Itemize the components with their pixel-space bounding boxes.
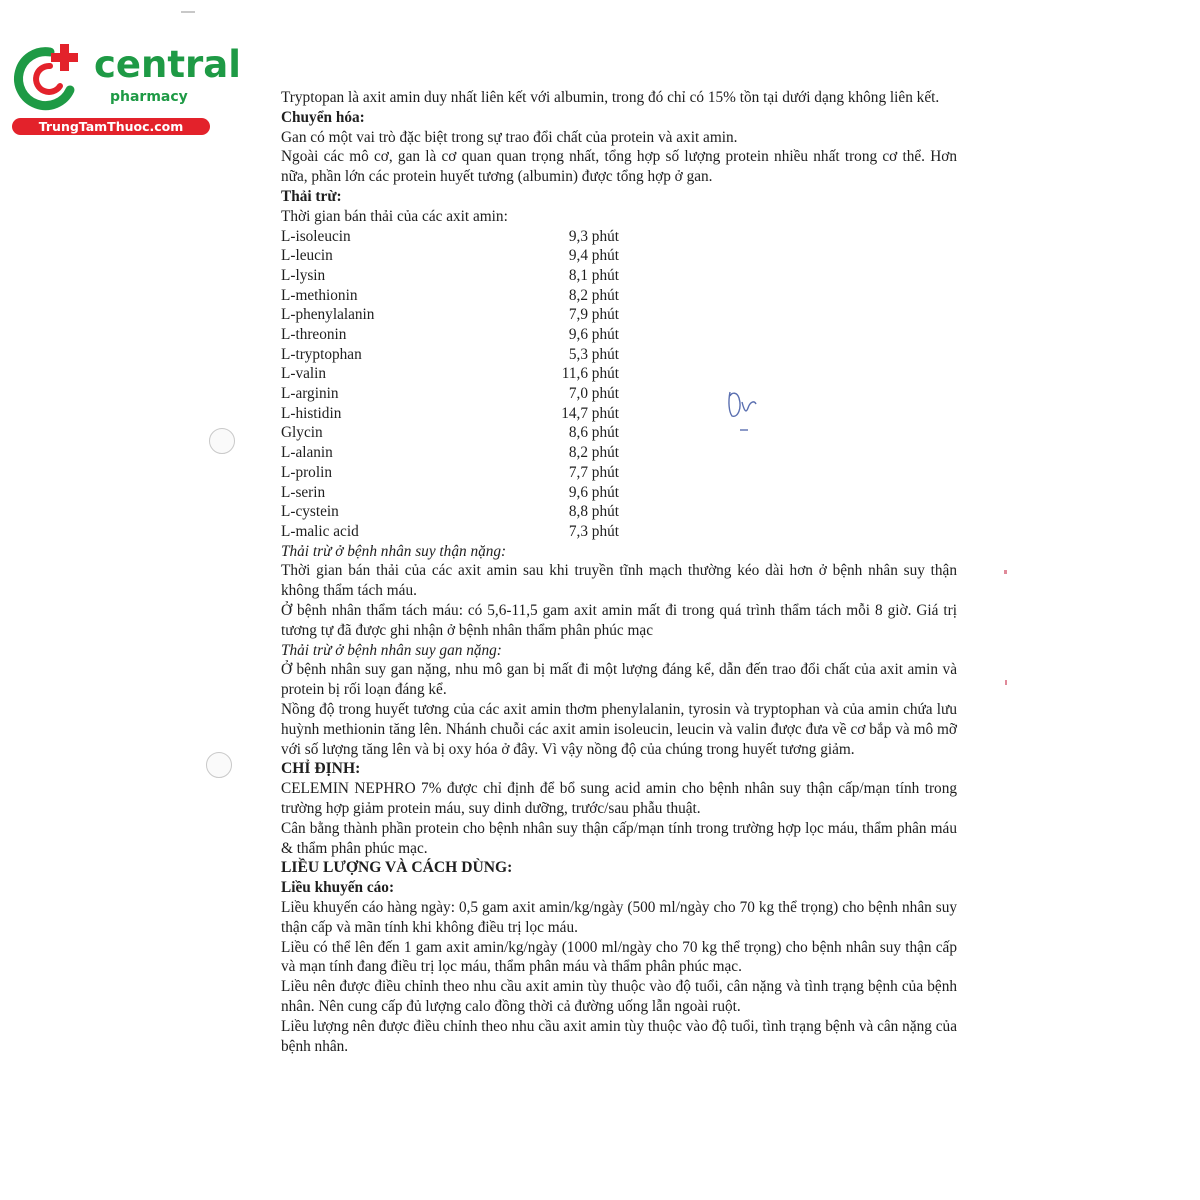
heading-thai-tru: Thải trừ:	[281, 187, 342, 205]
amino-acid-name: L-threonin	[281, 326, 347, 344]
table-row	[281, 266, 957, 286]
paragraph-lieu-3: Liều nên được điều chỉnh theo nhu cầu axit amin tùy thuộc vào độ tuổi, cân nặng và tình trạng bệnh của bệnh nhân. Nên cung cấp đủ lượng calo đồng thời cả đường uống lẫn ngoài ruột.	[281, 978, 957, 1015]
paragraph-suy-than-1: Thời gian bán thải của các axit amin sau khi truyền tĩnh mạch thường kéo dài hơn ở bệnh nhân suy thận không thẩm tách máu.	[281, 562, 957, 600]
heading-chuyen-hoa: Chuyển hóa:	[281, 108, 365, 126]
table-row	[281, 522, 957, 542]
amino-acid-name: L-isoleucin	[281, 227, 351, 245]
paragraph-suy-than-2: Ở bệnh nhân thẩm tách máu: có 5,6-11,5 gam axit amin mất đi trong quá trình thẩm tách mỗi 8 giờ. Giá trị tương tự đã được ghi nhận ở bệnh nhân thẩm phân phúc mạc	[281, 601, 957, 639]
scan-speck	[1004, 570, 1007, 574]
table-row	[281, 483, 957, 503]
scan-speck	[1005, 680, 1007, 685]
paragraph-suy-gan-2: Nồng độ trong huyết tương của các axit amin thơm phenylalanin, tyrosin và tryptophan và của amin chứa lưu huỳnh methionin tăng lên. Nhánh chuỗi các axit amin isoleucin, leucin và valin được đưa về cơ bắp và mô mỡ với số lượng tăng lên và bị oxy hóa ở đây. Vì vậy nồng độ của chúng trong huyết tương giảm.	[281, 700, 957, 758]
amino-acid-name: L-phenylalanin	[281, 306, 375, 324]
amino-acid-name: L-serin	[281, 483, 326, 501]
table-row	[281, 404, 957, 424]
paragraph-lieu-2: Liều có thể lên đến 1 gam axit amin/kg/ngày (1000 ml/ngày cho 70 kg thể trọng) cho bệnh nhân suy thận cấp và mạn tính đang điều trị lọc máu, thẩm phân máu và thẩm phân phúc mạc.	[281, 938, 957, 976]
heading-suy-gan: Thải trừ ở bệnh nhân suy gan nặng:	[281, 641, 502, 659]
table-row	[281, 463, 957, 483]
half-life-value: 8,1 phút	[568, 266, 619, 284]
half-life-value: 8,2 phút	[568, 286, 619, 304]
paragraph-lieu-4: Liều lượng nên được điều chỉnh theo nhu cầu axit amin tùy thuộc vào độ tuổi, tình trạng bệnh và cân nặng của bệnh nhân.	[281, 1017, 957, 1055]
amino-acid-name: L-cystein	[281, 503, 339, 521]
half-life-value: 7,9 phút	[568, 306, 619, 324]
half-life-value: 11,6 phút	[561, 365, 619, 383]
table-row	[281, 227, 957, 247]
half-life-value: 5,3 phút	[568, 345, 619, 363]
amino-acid-name: L-alanin	[281, 444, 333, 462]
half-life-value: 7,3 phút	[568, 522, 619, 540]
logo-wordmark: central	[94, 43, 241, 86]
central-pharmacy-logo	[10, 38, 241, 138]
amino-acid-name: L-prolin	[281, 463, 332, 481]
paragraph-chi-dinh-2: Cân bằng thành phần protein cho bệnh nhân suy thận cấp/mạn tính trong trường hợp lọc máu, thẩm phân máu & thẩm phân phúc mạc.	[281, 819, 957, 857]
heading-suy-than: Thải trừ ở bệnh nhân suy thận nặng:	[281, 542, 507, 560]
half-life-value: 9,6 phút	[568, 326, 619, 344]
paragraph-gan-1: Gan có một vai trò đặc biệt trong sự trao đổi chất của protein và axit amin.	[281, 128, 738, 146]
half-life-value: 14,7 phút	[561, 404, 619, 422]
half-life-table	[281, 227, 957, 542]
paragraph-half-life-intro: Thời gian bán thải của các axit amin:	[281, 207, 508, 225]
document-body	[281, 88, 957, 1056]
logo-site-bar: TrungTamThuoc.com	[12, 118, 210, 135]
table-row	[281, 305, 957, 325]
amino-acid-name: L-leucin	[281, 247, 333, 265]
binder-hole-upper	[209, 428, 235, 454]
amino-acid-name: L-lysin	[281, 266, 326, 284]
paragraph-suy-gan-1: Ở bệnh nhân suy gan nặng, nhu mô gan bị mất đi một lượng đáng kể, dẫn đến trao đổi chất của axit amin và protein bị rối loạn đáng kể.	[281, 661, 957, 699]
table-row	[281, 345, 957, 365]
pharmacy-cross-icon	[10, 38, 92, 118]
half-life-value: 8,6 phút	[568, 424, 619, 442]
logo-subtitle: pharmacy	[110, 89, 188, 105]
half-life-value: 8,8 phút	[568, 503, 619, 521]
table-row	[281, 384, 957, 404]
amino-acid-name: L-arginin	[281, 385, 339, 403]
amino-acid-name: L-methionin	[281, 286, 358, 304]
half-life-value: 8,2 phút	[568, 444, 619, 462]
table-row	[281, 443, 957, 463]
half-life-value: 7,7 phút	[568, 463, 619, 481]
binder-hole-lower	[206, 752, 232, 778]
heading-chi-dinh: CHỈ ĐỊNH:	[281, 760, 361, 778]
paragraph-chi-dinh-1: CELEMIN NEPHRO 7% được chỉ định để bổ sung acid amin cho bệnh nhân suy thận cấp/mạn tính trong trường hợp giảm protein máu, suy dinh dưỡng, trước/sau phẫu thuật.	[281, 780, 957, 817]
paragraph-lieu-1: Liều khuyến cáo hàng ngày: 0,5 gam axit amin/kg/ngày (500 ml/ngày cho 70 kg thể trọng) cho bệnh nhân suy thận cấp và mãn tính khi không điều trị lọc máu.	[281, 898, 957, 936]
half-life-value: 9,4 phút	[568, 247, 619, 265]
amino-acid-name: L-valin	[281, 365, 327, 383]
amino-acid-name: L-malic acid	[281, 522, 359, 540]
paragraph-tryptopan: Tryptopan là axit amin duy nhất liên kết với albumin, trong đó chỉ có 15% tồn tại dưới dạng không liên kết.	[281, 89, 940, 106]
half-life-value: 9,6 phút	[568, 483, 619, 501]
scan-speck	[181, 11, 195, 13]
amino-acid-name: L-histidin	[281, 404, 342, 422]
table-row	[281, 364, 957, 384]
amino-acid-name: Glycin	[281, 424, 323, 442]
half-life-value: 9,3 phút	[568, 227, 619, 245]
heading-lieu-luong: LIỀU LƯỢNG VÀ CÁCH DÙNG:	[281, 859, 513, 877]
table-row	[281, 286, 957, 306]
amino-acid-name: L-tryptophan	[281, 345, 362, 363]
heading-lieu-khuyen-cao: Liều khuyến cáo:	[281, 879, 395, 897]
table-row	[281, 325, 957, 345]
table-row	[281, 502, 957, 522]
table-row	[281, 246, 957, 266]
half-life-value: 7,0 phút	[568, 385, 619, 403]
paragraph-gan-2: Ngoài các mô cơ, gan là cơ quan quan trọng nhất, tổng hợp số lượng protein nhiều nhất trong cơ thể. Hơn nữa, phần lớn các protein huyết tương (albumin) được tổng hợp ở gan.	[281, 148, 957, 186]
table-row	[281, 423, 957, 443]
